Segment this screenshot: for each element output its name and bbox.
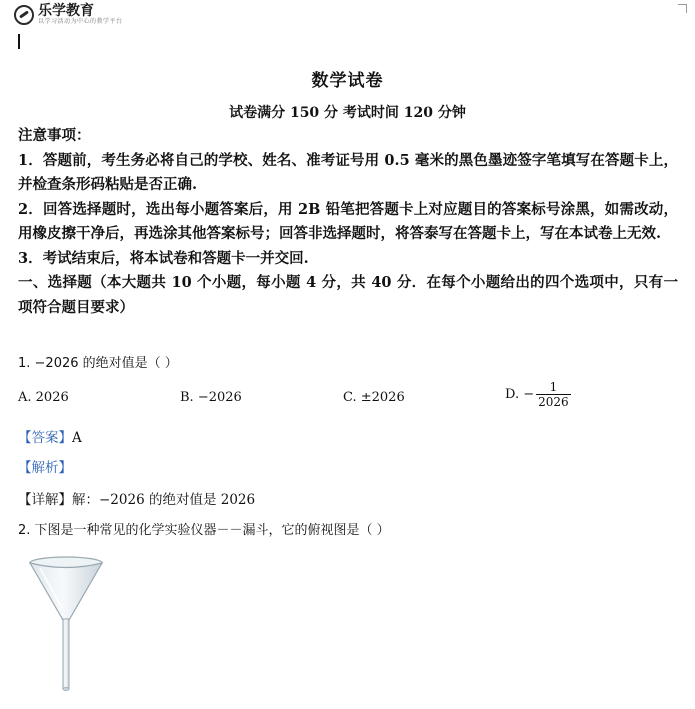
- analysis-row: [18, 456, 72, 476]
- note-item-2: 2．回答选择题时，选出每小题答案后，用 2B 铅笔把答题卡上对应题目的答案标号涂黑，如需改动，用橡皮擦干净后，再选涂其他答案标号；回答非选择题时，将答泰写在答题卡上，写在本试卷上无效.: [18, 200, 678, 242]
- note-item-1: 1．答题前，考生务必将自己的学校、姓名、准考证号用 0.5 毫米的黑色墨迹签字笔填写在答题卡上，并检查条形码粘贴是否正确.: [18, 151, 678, 193]
- option-d-fraction: [536, 380, 571, 409]
- detail-bracket-right: 】: [58, 492, 72, 508]
- answer-row: [18, 426, 82, 446]
- option-b: B. −2026: [180, 390, 242, 405]
- exam-subtitle: 试卷满分 150 分 考试时间 120 分钟: [229, 105, 466, 121]
- logo-subtitle: 以学习活动为中心的教学平台: [38, 18, 123, 25]
- option-d-prefix: D. −: [505, 387, 535, 402]
- note-item-3: 3．考试结束后，将本试卷和答题卡一并交回.: [18, 249, 309, 267]
- answer-tag: 答案: [31, 430, 59, 446]
- logo: [14, 2, 123, 28]
- option-a: A. 2026: [18, 390, 69, 405]
- question-1-stem: 1. −2026 的绝对值是（ ）: [18, 356, 178, 371]
- fraction-numerator: 1: [549, 380, 558, 394]
- exam-title: 数学试卷: [311, 71, 384, 91]
- logo-icon: [14, 5, 34, 25]
- detail-tag: 详解: [31, 492, 59, 508]
- answer-bracket-right: 】: [58, 430, 72, 446]
- page-corner-mark: [678, 4, 687, 13]
- detail-row: [18, 488, 255, 508]
- logo-name: 乐学教育: [38, 3, 94, 19]
- answer-bracket-left: 【: [18, 430, 32, 446]
- notes-section: [18, 124, 678, 320]
- option-d: [505, 380, 571, 409]
- answer-value: A: [72, 430, 82, 446]
- option-c: C. ±2026: [343, 390, 405, 405]
- analysis-bracket-right: 】: [58, 460, 72, 476]
- detail-bracket-left: 【: [18, 492, 32, 508]
- analysis-bracket-left: 【: [18, 460, 32, 476]
- question-2-stem: 2. 下图是一种常见的化学实验仪器－－漏斗，它的俯视图是（ ）: [18, 523, 390, 538]
- funnel-icon: [28, 556, 108, 694]
- detail-text: 解：−2026 的绝对值是 2026: [72, 492, 256, 508]
- fraction-denominator: 2026: [538, 395, 569, 409]
- text-cursor[interactable]: [18, 34, 20, 49]
- notes-heading: 注意事项：: [18, 127, 91, 144]
- section-heading: 一、选择题（本大题共 10 个小题，每小题 4 分，共 40 分．在每个小题给出的四个选项中，只有一项符合题目要求）: [18, 274, 678, 316]
- analysis-tag: 解析: [31, 460, 59, 476]
